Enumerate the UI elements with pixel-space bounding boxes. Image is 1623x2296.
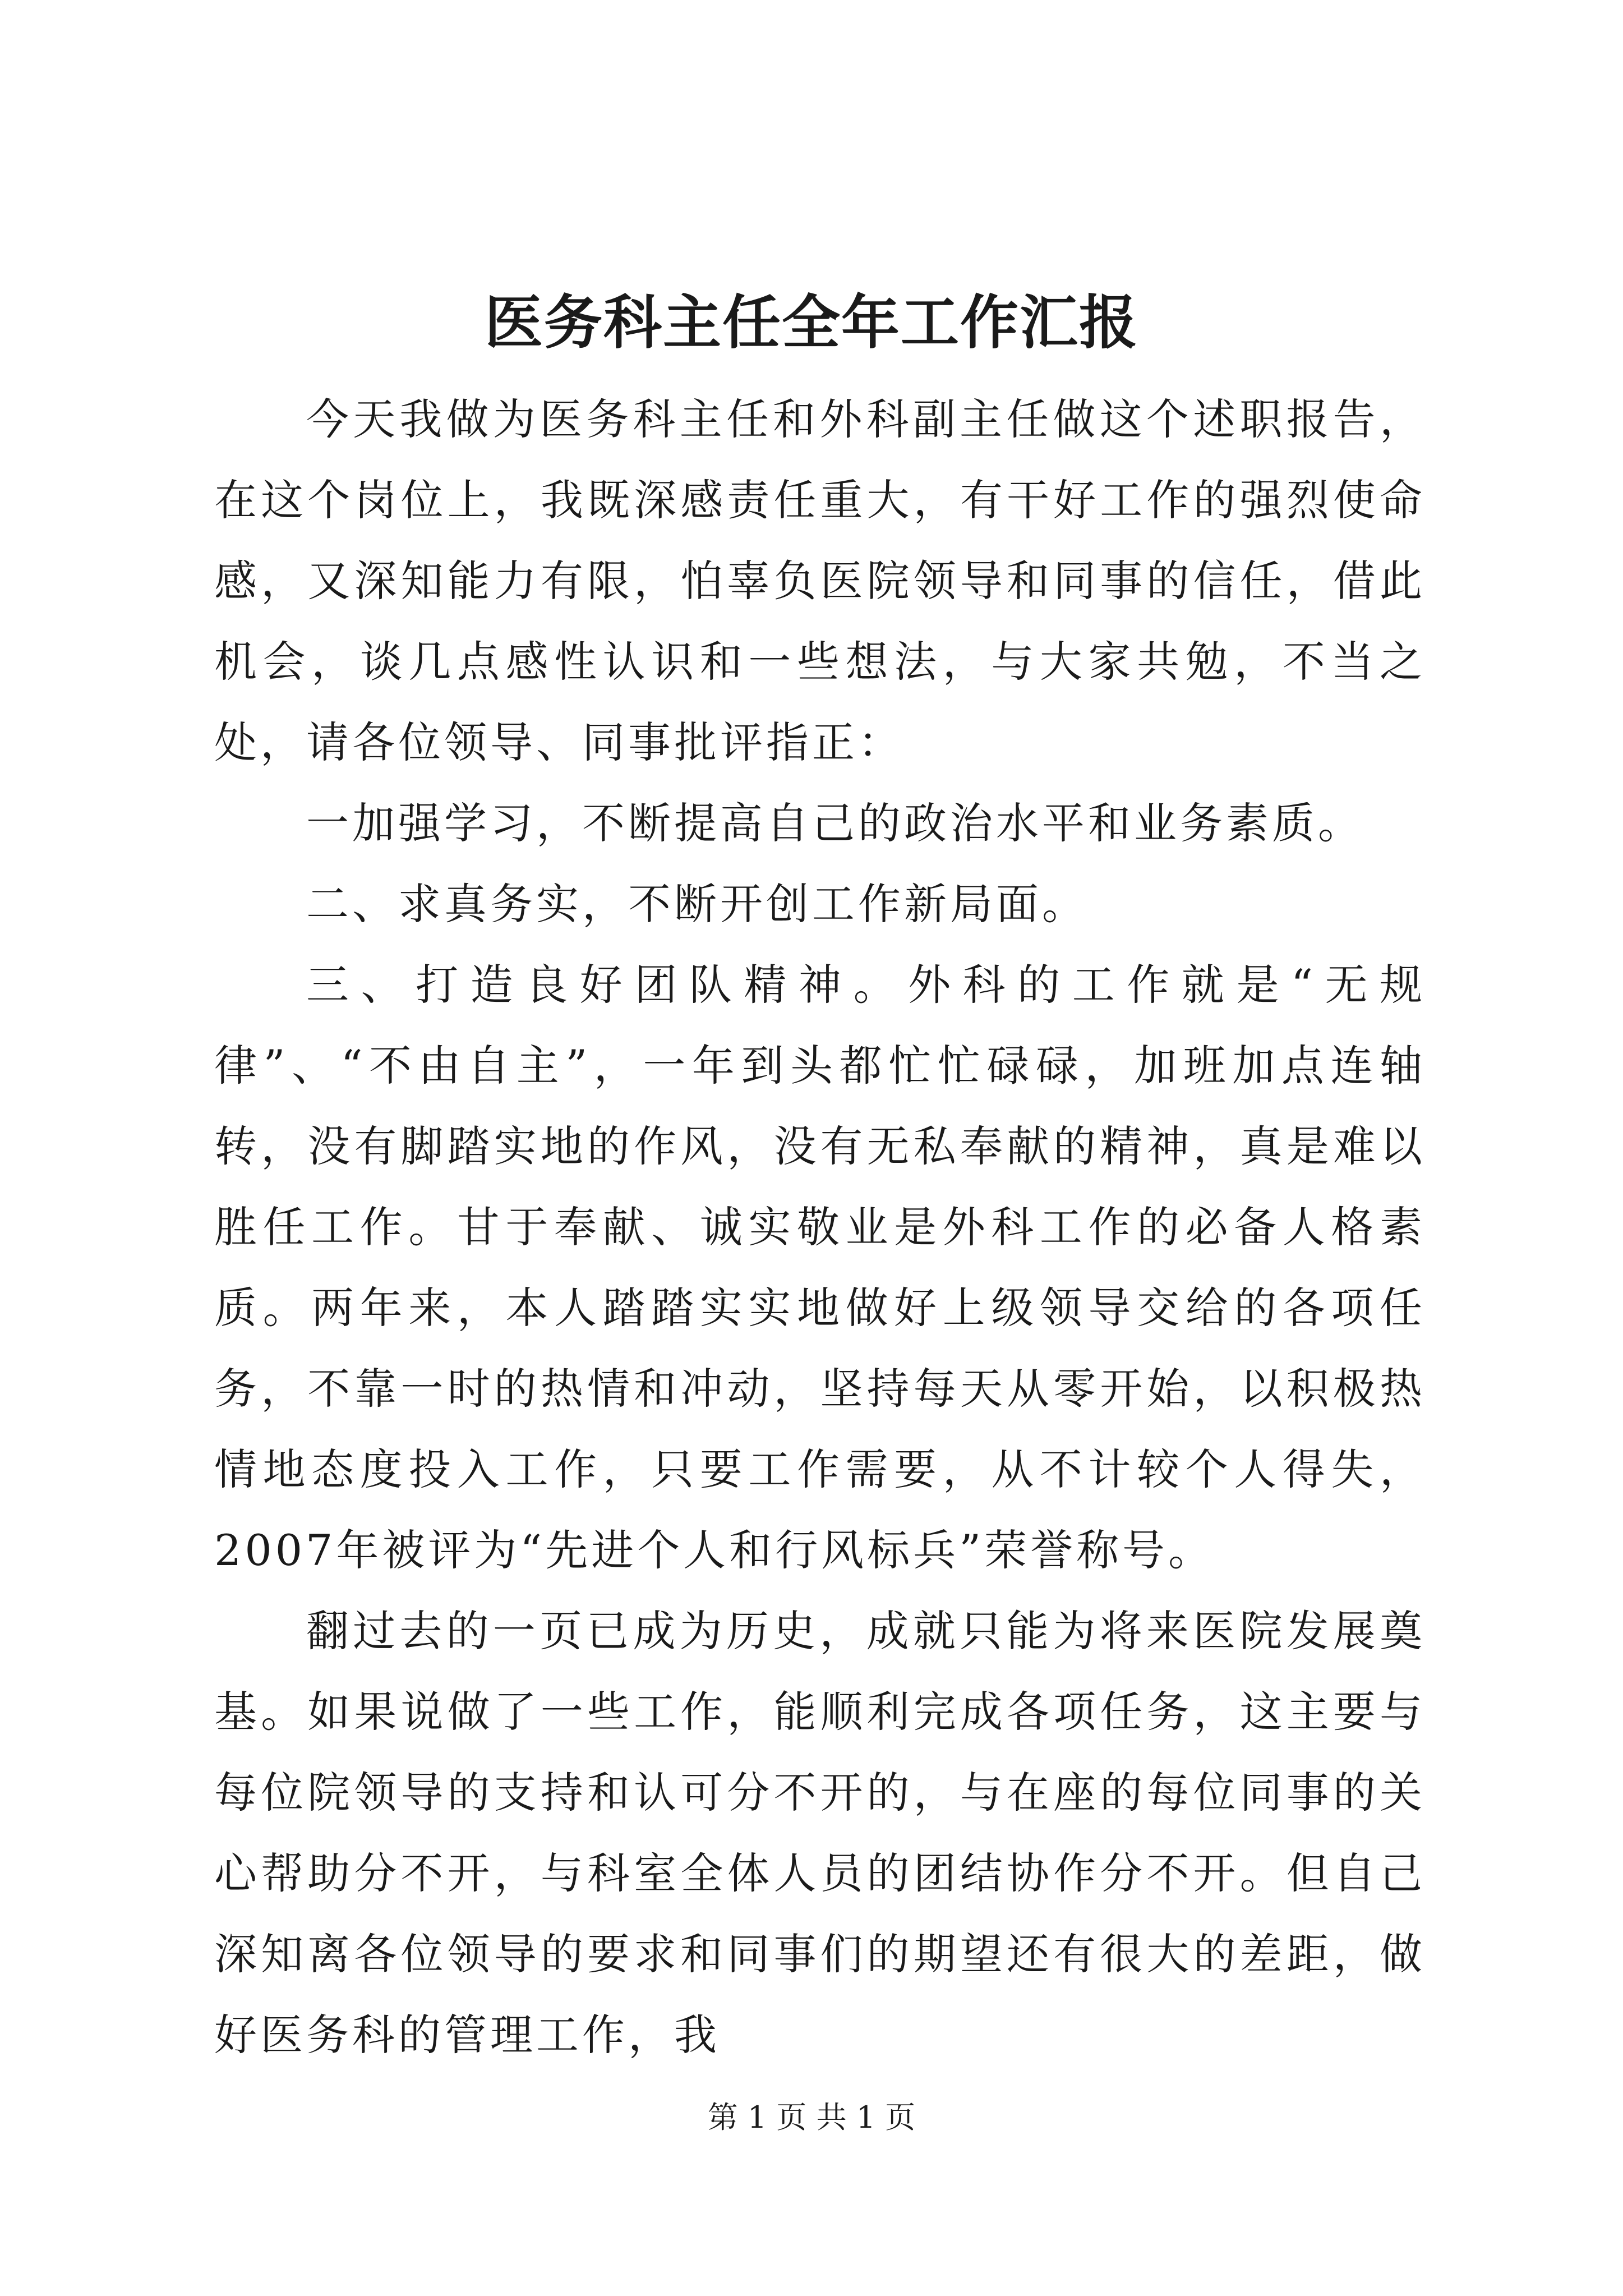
page-footer: 第 1 页 共 1 页	[707, 2100, 916, 2135]
paragraph-reflection: 翻过去的一页已成为历史，成就只能为将来医院发展奠基。如果说做了一些工作，能顺利完成各项任务，这主要与每位院领导的支持和认可分不开的，与在座的每位同事的关心帮助分不开，与科室全体人员的团结协作分不开。但自己深知离各位领导的要求和同事们的期望还有很大的差距，做好医务科的管理工作，我	[214, 1606, 1426, 2060]
paragraph-intro: 今天我做为医务科主任和外科副主任做这个述职报告，在这个岗位上，我既深感责任重大，有干好工作的强烈使命感，又深知能力有限，怕辜负医院领导和同事的信任，借此机会，谈几点感性认识和一些想法，与大家共勉，不当之处，请各位领导、同事批评指正：	[214, 394, 1426, 767]
paragraph-point-three: 三、打造良好团队精神。外科的工作就是“无规律”、“不由自主”，一年到头都忙忙碌碌，加班加点连轴转，没有脚踏实地的作风，没有无私奉献的精神，真是难以胜任工作。甘于奉献、诚实敬业是外科工作的必备人格素质。两年来，本人踏踏实实地做好上级领导交给的各项任务，不靠一时的热情和冲动，坚持每天从零开始，以积极热情地态度投入工作，只要工作需要，从不计较个人得失，2007年被评为“先进个人和行风标兵”荣誉称号。	[214, 960, 1426, 1575]
paragraph-point-one: 一加强学习，不断提高自己的政治水平和业务素质。	[306, 798, 1364, 848]
document-title: 医务科主任全年工作汇报	[484, 288, 1138, 357]
document-body	[214, 379, 1426, 2076]
paragraph-point-two: 二、求真务实，不断开创工作新局面。	[306, 879, 1088, 929]
